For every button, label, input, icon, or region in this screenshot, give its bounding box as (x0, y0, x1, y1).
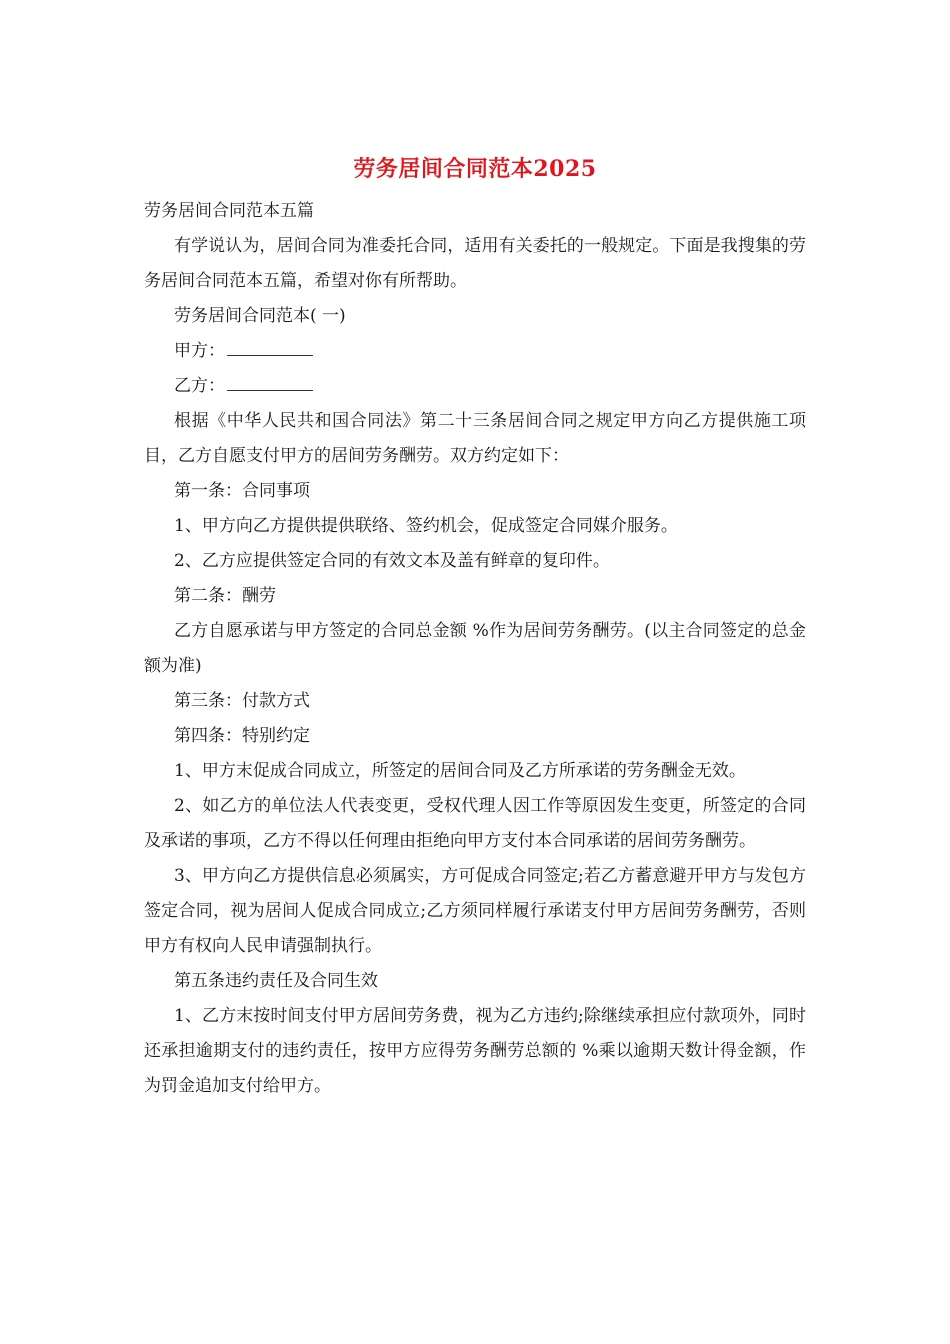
article-4-heading: 第四条：特别约定 (174, 726, 310, 746)
article-5-item-1: 1、乙方末按时间支付甲方居间劳务费，视为乙方违约;除继续承担应付款项外，同时还承担逾期支付的违约责任，按甲方应得劳务酬劳总额的 %乘以逾期天数计得金额，作为罚金追加支付给甲方。 (144, 1006, 806, 1096)
article-1-item-1: 1、甲方向乙方提供提供联络、签约机会，促成签定合同媒介服务。 (174, 516, 678, 536)
article-1-item-2: 2、乙方应提供签定合同的有效文本及盖有鲜章的复印件。 (174, 551, 610, 571)
article-5-heading: 第五条违约责任及合同生效 (174, 971, 378, 991)
document-title: 劳务居间合同范本2025 (353, 156, 597, 182)
article-3-heading: 第三条：付款方式 (174, 691, 310, 711)
party-b-blank (227, 376, 313, 391)
party-a-label: 甲方： (174, 341, 225, 361)
document-subtitle: 劳务居间合同范本五篇 (144, 201, 314, 221)
party-a-line (144, 334, 806, 369)
article-4-item-3: 3、甲方向乙方提供信息必须属实，方可促成合同签定;若乙方蓄意避开甲方与发包方签定合同，视为居间人促成合同成立;乙方须同样履行承诺支付甲方居间劳务酬劳，否则甲方有权向人民申请强制执行。 (144, 866, 806, 956)
article-2-heading: 第二条：酬劳 (174, 586, 276, 606)
article-1-heading: 第一条：合同事项 (174, 481, 310, 501)
basis-paragraph: 根据《中华人民共和国合同法》第二十三条居间合同之规定甲方向乙方提供施工项目，乙方自愿支付甲方的居间劳务酬劳。双方约定如下： (144, 411, 806, 466)
party-a-blank (227, 341, 313, 356)
party-b-label: 乙方： (174, 376, 225, 396)
intro-paragraph: 有学说认为，居间合同为准委托合同，适用有关委托的一般规定。下面是我搜集的劳务居间合同范本五篇，希望对你有所帮助。 (144, 236, 806, 291)
section-heading-1: 劳务居间合同范本( 一) (174, 306, 346, 326)
article-4-item-2: 2、如乙方的单位法人代表变更，受权代理人因工作等原因发生变更，所签定的合同及承诺的事项，乙方不得以任何理由拒绝向甲方支付本合同承诺的居间劳务酬劳。 (144, 796, 806, 851)
article-2-text: 乙方自愿承诺与甲方签定的合同总金额 %作为居间劳务酬劳。(以主合同签定的总金额为准) (144, 621, 806, 676)
document-body (144, 194, 806, 1104)
article-4-item-1: 1、甲方末促成合同成立，所签定的居间合同及乙方所承诺的劳务酬金无效。 (174, 761, 746, 781)
party-b-line (144, 369, 806, 404)
